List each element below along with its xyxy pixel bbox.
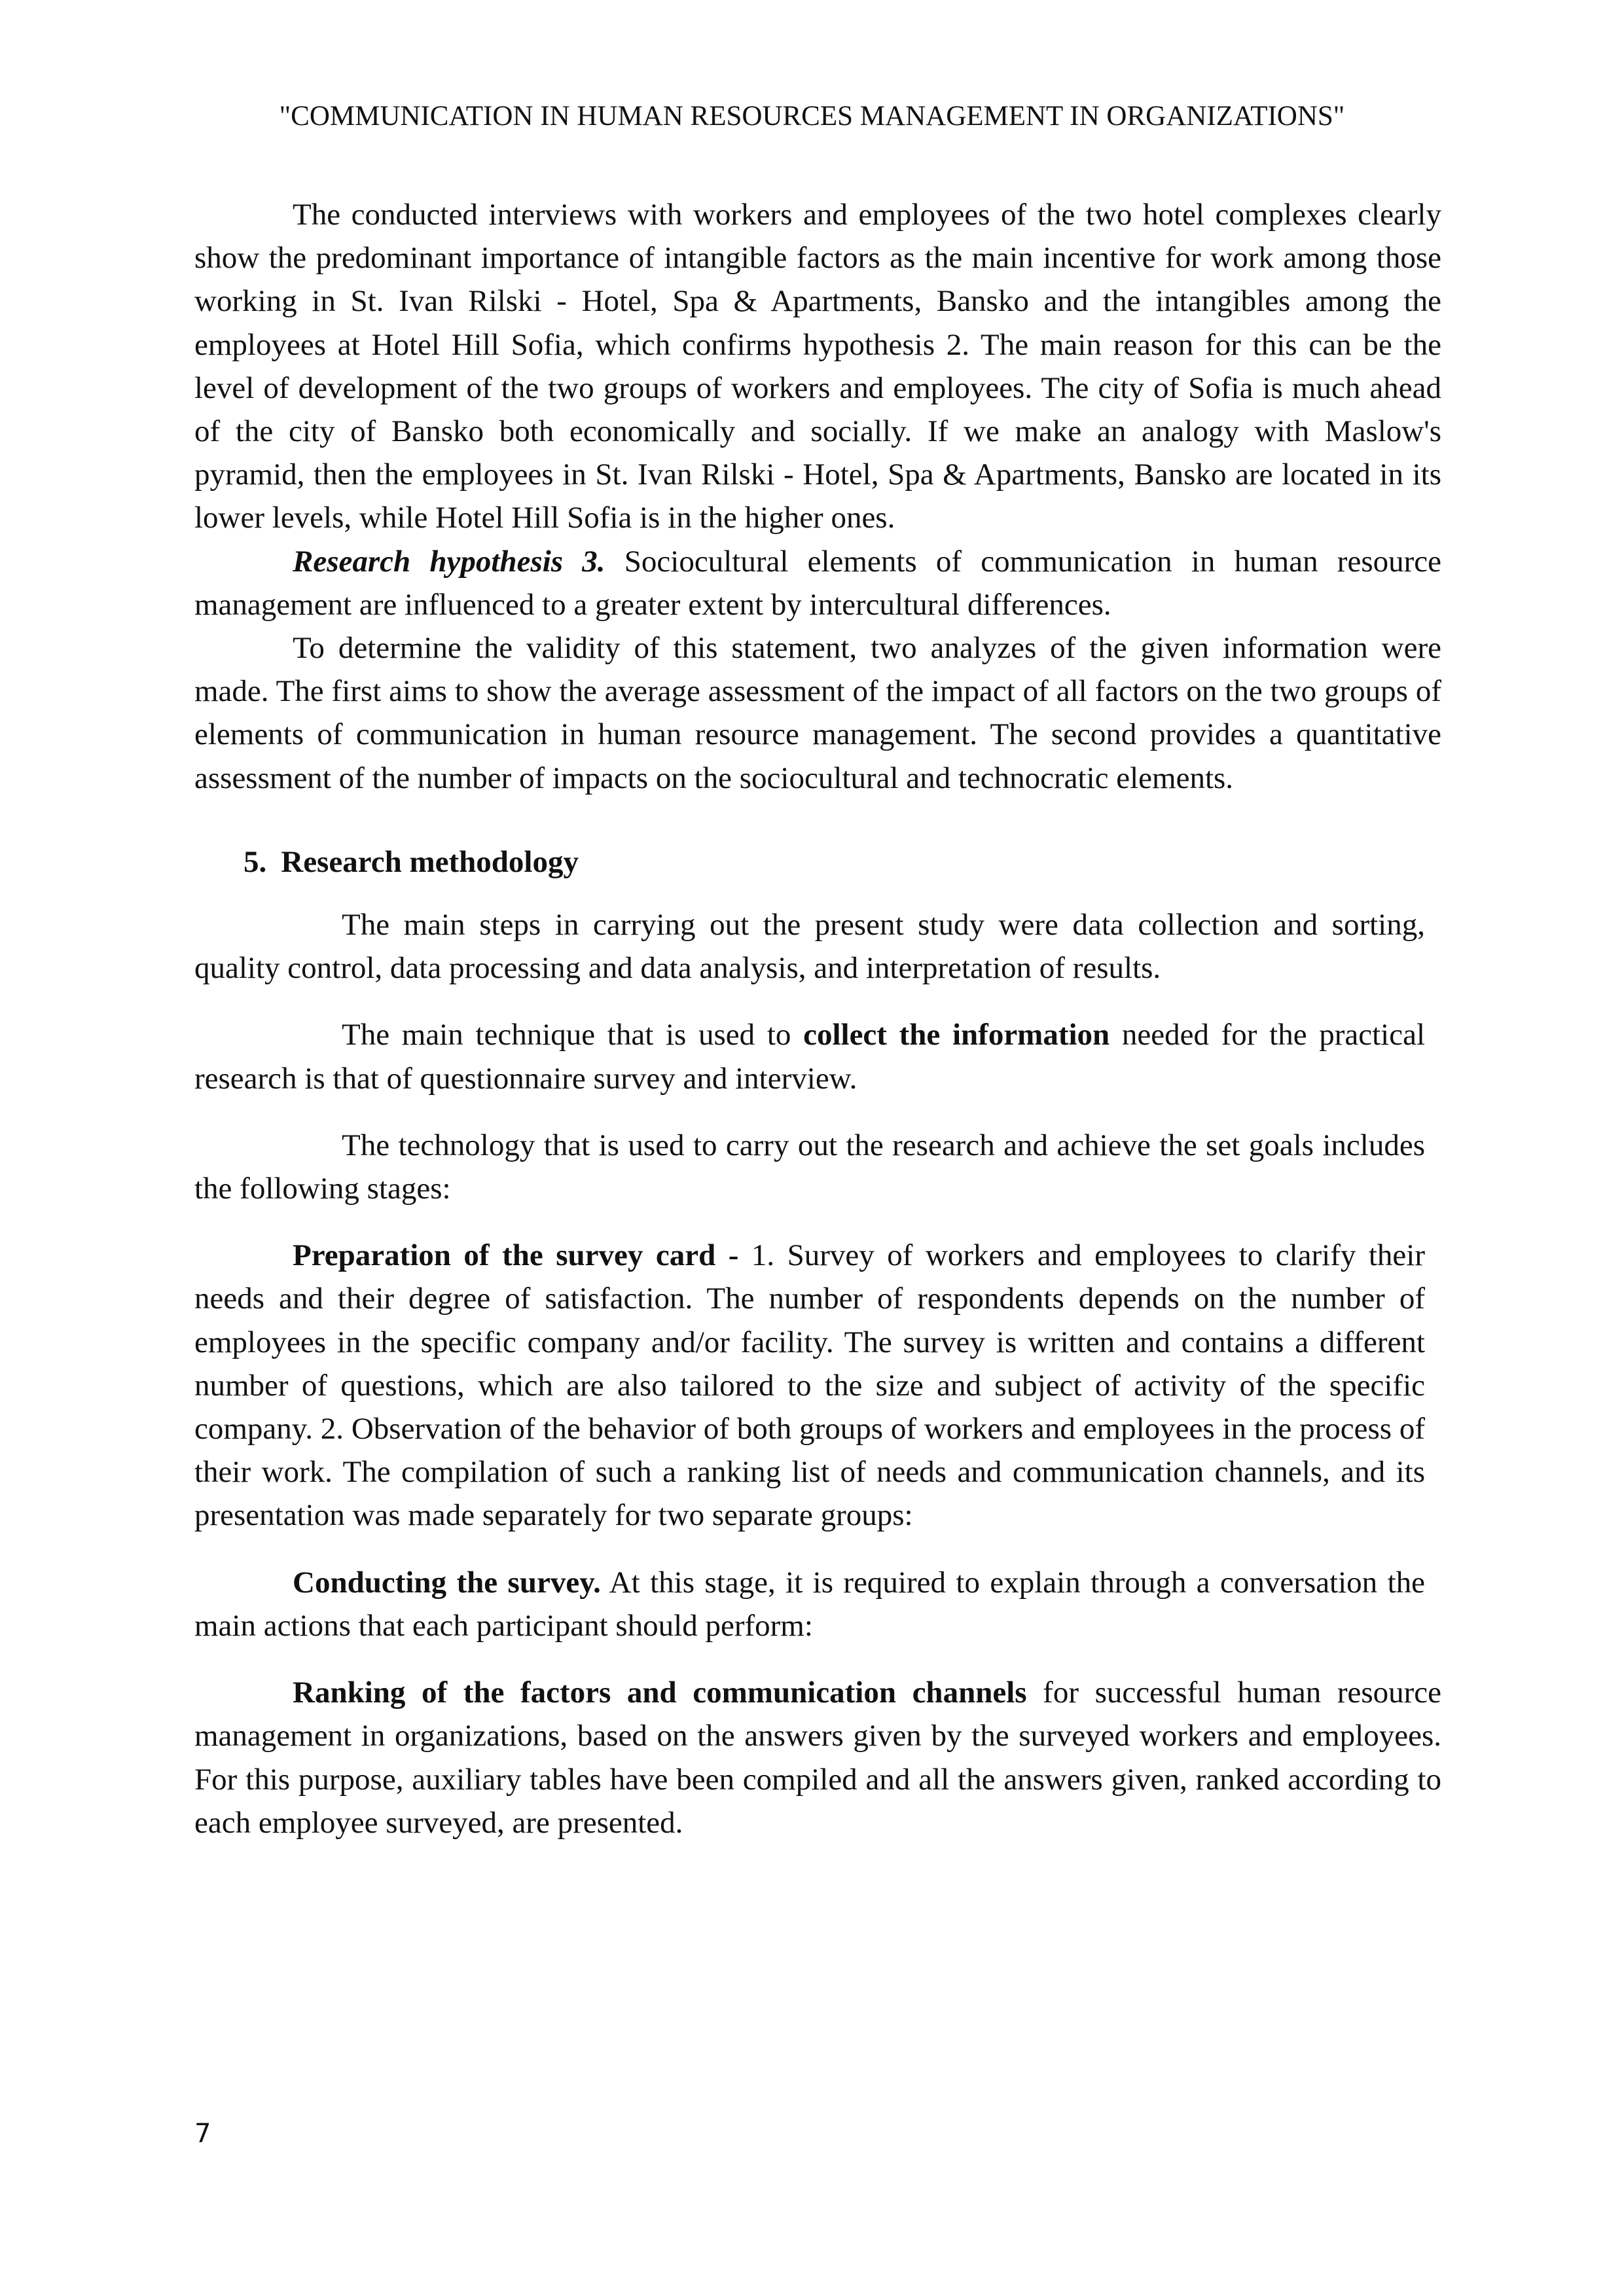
hypothesis-text: Sociocultural elements of communication in human resource management are influenced to a greater extent by intercultural differences.	[194, 544, 1441, 622]
section-heading	[194, 840, 1441, 884]
main-technique-text-start: The main technique that is used to	[342, 1018, 804, 1052]
ranking-factors-text: for successful human resource management in organizations, based on the answers given by the surveyed workers and employees. For this purpose, auxiliary tables have been compiled and all the answers given, ranked according to each employee surveyed, are presented.	[194, 1676, 1442, 1840]
section-number: 5.	[244, 844, 267, 879]
section-title: Research methodology	[281, 844, 579, 879]
paragraph-main-technique	[194, 1013, 1425, 1100]
paragraph-conducting-survey	[194, 1561, 1425, 1647]
ranking-factors-label: Ranking of the factors and communication channels	[293, 1676, 1027, 1710]
main-technique-text-end: needed for the practical research is that of questionnaire survey and interview.	[194, 1018, 1426, 1096]
hypothesis-label: Research hypothesis 3.	[293, 544, 605, 579]
paragraph-survey-card	[194, 1234, 1425, 1537]
running-header: "COMMUNICATION IN HUMAN RESOURCES MANAGEMENT IN ORGANIZATIONS"	[279, 101, 1345, 132]
conducting-survey-label: Conducting the survey.	[293, 1565, 601, 1600]
body-text	[194, 193, 1441, 1844]
paragraph-research-hypothesis-3	[194, 540, 1441, 626]
paragraph-interview-findings: The conducted interviews with workers and employees of the two hotel complexes clearly show the predominant importance of intangible factors as the main incentive for work among those working in St. Ivan Rilski - Hotel, Spa & Apartments, Bansko and the intangibles among the employees at Hotel Hill Sofia, which confirms hypothesis 2. The main reason for this can be the level of development of the two groups of workers and employees. The city of Sofia is much ahead of the city of Bansko both economically and socially. If we make an analogy with Maslow's pyramid, then the employees in St. Ivan Rilski - Hotel, Spa & Apartments, Bansko are located in its lower levels, while Hotel Hill Sofia is in the higher ones.	[194, 198, 1441, 535]
conducting-survey-text: At this stage, it is required to explain through a conversation the main actions that each participant should perform:	[194, 1565, 1425, 1643]
page-number: 7	[194, 2119, 211, 2149]
paragraph-validity-analysis: To determine the validity of this statement, two analyzes of the given information were made. The first aims to show the average assessment of the impact of all factors on the two groups of elements of communication in human resource management. The second provides a quantitative assessment of the number of impacts on the sociocultural and technocratic elements.	[194, 631, 1441, 795]
paragraph-ranking-factors	[194, 1671, 1441, 1844]
survey-card-label: Preparation of the survey card -	[293, 1238, 751, 1273]
paragraph-main-steps: The main steps in carrying out the present study were data collection and sorting, quality control, data processing and data analysis, and interpretation of results.	[194, 908, 1425, 986]
paragraph-technology-stages: The technology that is used to carry out the research and achieve the set goals includes the following stages:	[194, 1128, 1425, 1206]
survey-card-text: 1. Survey of workers and employees to clarify their needs and their degree of satisfaction. The number of respondents depends on the number of employees in the specific company and/or facility. The survey is written and contains a different number of questions, which are also tailored to the size and subject of activity of the specific company. 2. Observation of the behavior of both groups of workers and employees in the process of their work. The compilation of such a ranking list of needs and communication channels, and its presentation was made separately for two separate groups:	[194, 1238, 1425, 1533]
collect-information-emphasis: collect the information	[803, 1018, 1110, 1052]
